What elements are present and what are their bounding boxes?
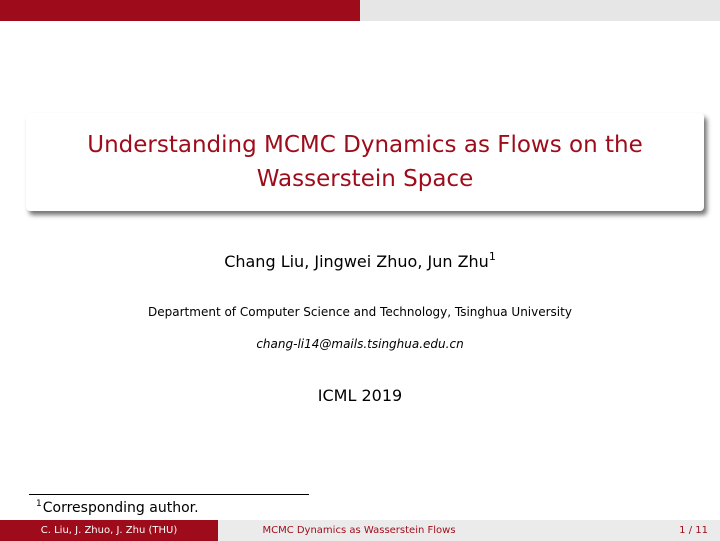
author-footnote-mark: 1 <box>488 250 496 263</box>
footnote-text: Corresponding author. <box>42 500 199 516</box>
author-list <box>0 252 720 271</box>
title-line-1: Understanding MCMC Dynamics as Flows on the <box>87 132 643 158</box>
author-names: Chang Liu, Jingwei Zhuo, Jun Zhu <box>224 252 489 271</box>
title-block <box>26 113 704 211</box>
footer-short-title: MCMC Dynamics as Wasserstein Flows <box>218 520 500 541</box>
header-bar-light <box>360 0 720 21</box>
contact-email: chang-li14@mails.tsinghua.edu.cn <box>256 337 464 351</box>
venue: ICML 2019 <box>317 386 403 405</box>
footer-bar <box>0 520 720 541</box>
footer-page-number: 1 / 11 <box>500 520 720 541</box>
header-bar-accent <box>0 0 360 21</box>
footnote-divider <box>29 494 309 495</box>
footer-authors: C. Liu, J. Zhuo, J. Zhu (THU) <box>0 520 218 541</box>
footnote-mark: 1 <box>36 499 42 509</box>
affiliation: Department of Computer Science and Technology, Tsinghua University <box>148 305 572 319</box>
title-line-2: Wasserstein Space <box>256 166 474 192</box>
footnote <box>36 500 199 516</box>
header-bar <box>0 0 720 21</box>
